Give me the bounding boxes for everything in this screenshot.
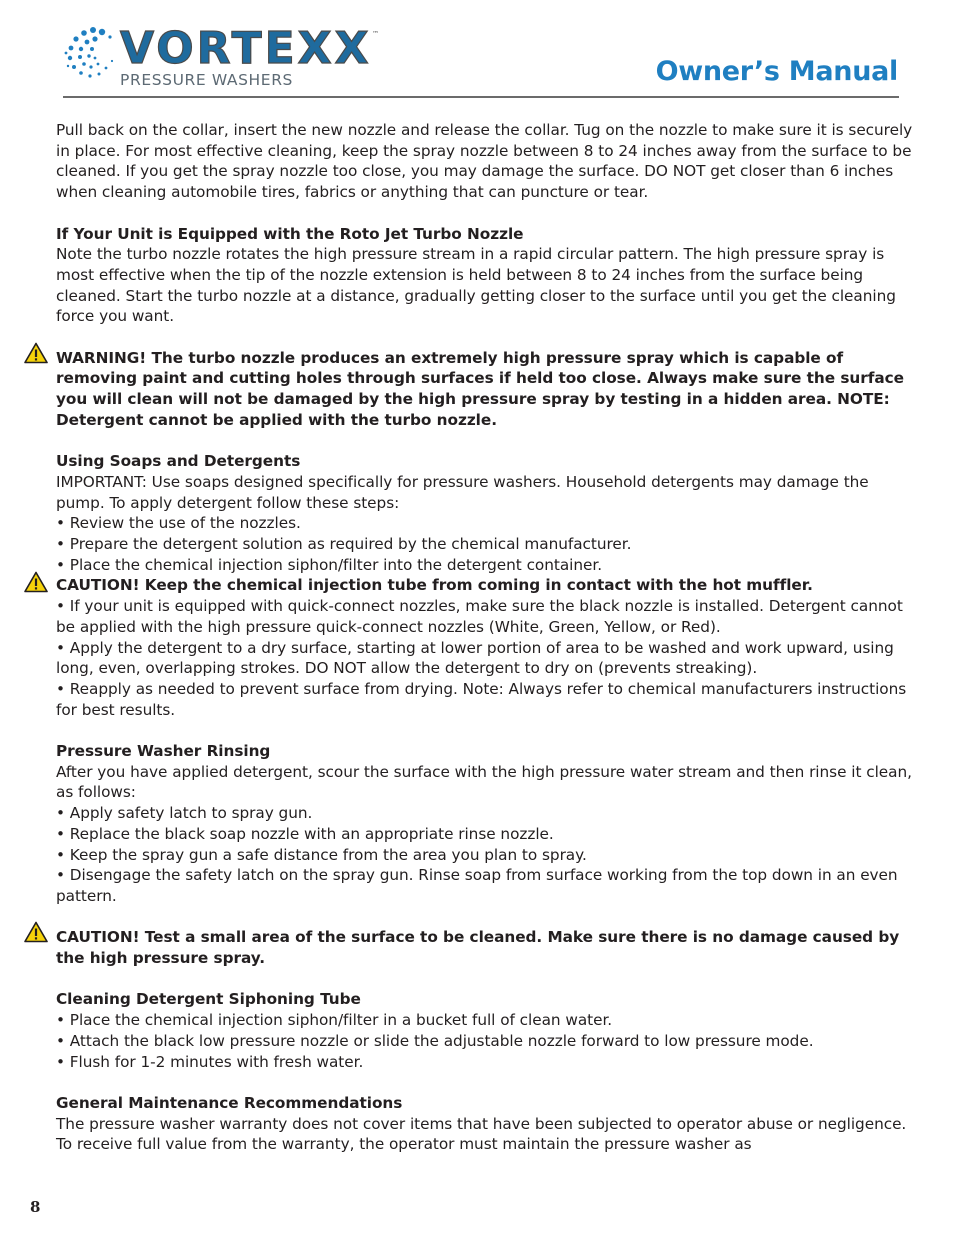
list-item: • Flush for 1-2 minutes with fresh water. [56,1052,364,1071]
page-header [0,0,954,110]
rinsing-heading: Pressure Washer Rinsing [56,742,271,761]
logo-subtitle: PRESSURE WASHERS [120,71,294,89]
list-item: • Apply safety latch to spray gun. [56,804,313,823]
warning-triangle-icon [24,571,48,593]
list-item: • Prepare the detergent solution as required by the chemical manufacturer. [56,535,632,554]
vortexx-logo [62,22,382,92]
list-item: • Replace the black soap nozzle with an appropriate rinse nozzle. [56,824,554,843]
swirl-dots-icon [62,22,124,84]
maintenance-heading: General Maintenance Recommendations [56,1093,403,1112]
manual-title: Owner’s Manual [655,56,898,87]
list-item: • If your unit is equipped with quick-connect nozzles, make sure the black nozzle is installed. Detergent cannot be applied with the high pressure quick-connect nozzles (White, Green, Yellow, or Red). [56,597,903,636]
muffler-caution-block [56,575,916,596]
rinse-caution-block [56,927,916,968]
list-item: • Place the chemical injection siphon/filter in a bucket full of clean water. [56,1011,613,1030]
list-item: • Reapply as needed to prevent surface from drying. Note: Always refer to chemical manufacturers instructions for best results. [56,679,907,719]
maintenance-paragraph: The pressure washer warranty does not cover items that have been subjected to operator abuse or negligence. To receive full value from the warranty, the operator must maintain the pressure washer as [56,1114,907,1154]
intro-paragraph: Pull back on the collar, insert the new nozzle and release the collar. Tug on the nozzle to make sure it is securely in place. For most effective cleaning, keep the spray nozzle between 8 to 24 inches away from the surface to be cleaned. If you get the spray nozzle too close, you may damage the surface. DO NOT get closer than 6 inches when cleaning automobile tires, fabrics or anything that can puncture or tear. [56,121,913,202]
rinse-caution-text: CAUTION! Test a small area of the surface to be cleaned. Make sure there is no damage caused by the high pressure spray. [56,928,900,968]
warning-triangle-icon [24,921,48,943]
turbo-nozzle-paragraph: Note the turbo nozzle rotates the high pressure stream in a rapid circular pattern. The high pressure spray is most effective when the tip of the nozzle extension is held between 8 to 24 inches from the surface being cleaned. Start the turbo nozzle at a distance, gradually getting closer to the surface until you get the cleaning force you want. [56,245,896,326]
logo-wordmark: VORTEXX [120,23,372,74]
list-item: • Disengage the safety latch on the spray gun. Rinse soap from surface working from the top down in an even pattern. [56,866,898,905]
turbo-warning-text: WARNING! The turbo nozzle produces an extremely high pressure spray which is capable of removing paint and cutting holes through surfaces if held too close. Always make sure the surface you will clean will not be damaged by the high pressure spray by testing in a hidden area. NOTE: Detergent cannot be applied with the turbo nozzle. [56,348,904,429]
soaps-paragraph: IMPORTANT: Use soaps designed specifically for pressure washers. Household detergents may damage the pump. To apply detergent follow these steps: [56,472,869,512]
siphon-heading: Cleaning Detergent Siphoning Tube [56,990,361,1009]
list-item: • Keep the spray gun a safe distance from the area you plan to spray. [56,845,587,864]
page-body [56,120,916,1155]
header-divider [63,96,899,98]
warning-triangle-icon [24,342,48,364]
list-item: • Place the chemical injection siphon/filter into the detergent container. [56,555,603,574]
list-item: • Apply the detergent to a dry surface, starting at lower portion of area to be washed and work upward, using long, even, overlapping strokes. DO NOT allow the detergent to dry on (prevents streaking). [56,638,894,678]
rinsing-paragraph: After you have applied detergent, scour the surface with the high pressure water stream and then rinse it clean, as follows: [56,762,912,802]
turbo-warning-block [56,348,916,431]
page-number: 8 [30,1198,41,1216]
turbo-nozzle-heading: If Your Unit is Equipped with the Roto Jet Turbo Nozzle [56,224,524,243]
list-item: • Review the use of the nozzles. [56,514,301,533]
soaps-heading: Using Soaps and Detergents [56,452,301,471]
muffler-caution-text: CAUTION! Keep the chemical injection tube from coming in contact with the hot muffler. [56,576,813,595]
list-item: • Attach the black low pressure nozzle or slide the adjustable nozzle forward to low pressure mode. [56,1031,814,1050]
trademark-symbol: ™ [372,30,379,38]
